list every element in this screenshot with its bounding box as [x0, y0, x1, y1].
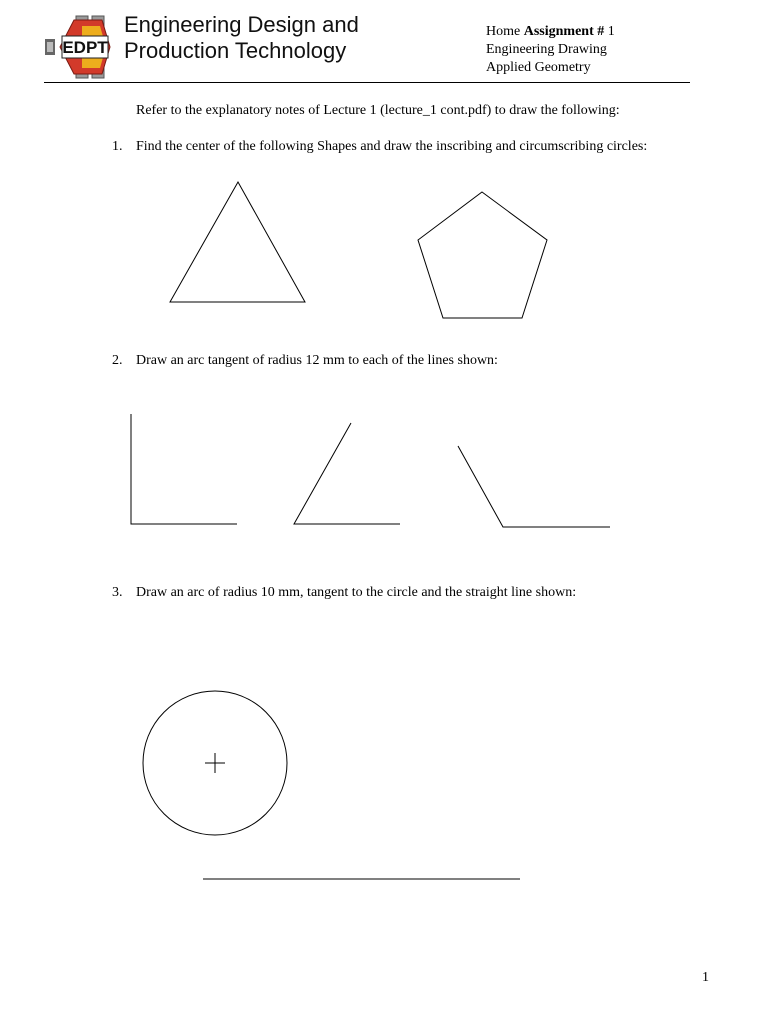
- triangle-shape: [170, 182, 305, 302]
- circle-shape: [143, 691, 287, 835]
- question-1-text: Find the center of the following Shapes and draw the inscribing and circumscribing circles:: [136, 139, 648, 154]
- obtuse-angle-lines: [458, 446, 610, 527]
- assignment-number: 1: [607, 24, 615, 39]
- question-3-number: 3.: [112, 585, 123, 600]
- brand-name-line-1: Engineering Design and: [124, 12, 359, 37]
- question-2-text: Draw an arc tangent of radius 12 mm to each of the lines shown:: [136, 353, 498, 368]
- page-number: 1: [702, 970, 709, 985]
- circle-center-mark: [205, 753, 225, 773]
- assignment-bold-label: Assignment #: [523, 24, 605, 39]
- topic-name: Applied Geometry: [486, 60, 591, 75]
- pentagon-shape: [418, 192, 547, 318]
- course-name: Engineering Drawing: [486, 42, 607, 57]
- acute-angle-lines: [294, 423, 400, 524]
- brand-name-line-2: Production Technology: [124, 38, 347, 63]
- question-3-text: Draw an arc of radius 10 mm, tangent to the circle and the straight line shown:: [136, 585, 577, 600]
- question-1-number: 1.: [112, 139, 123, 154]
- assignment-prefix: Home: [486, 24, 521, 39]
- question-2-number: 2.: [112, 353, 123, 368]
- intro-text: Refer to the explanatory notes of Lecture 1 (lecture_1 cont.pdf) to draw the following:: [136, 103, 620, 118]
- edpt-logo: [44, 14, 124, 80]
- assignment-label: [486, 23, 615, 41]
- logo-text: EDPT: [62, 38, 108, 57]
- header-divider: [44, 82, 690, 83]
- right-angle-lines: [131, 414, 237, 524]
